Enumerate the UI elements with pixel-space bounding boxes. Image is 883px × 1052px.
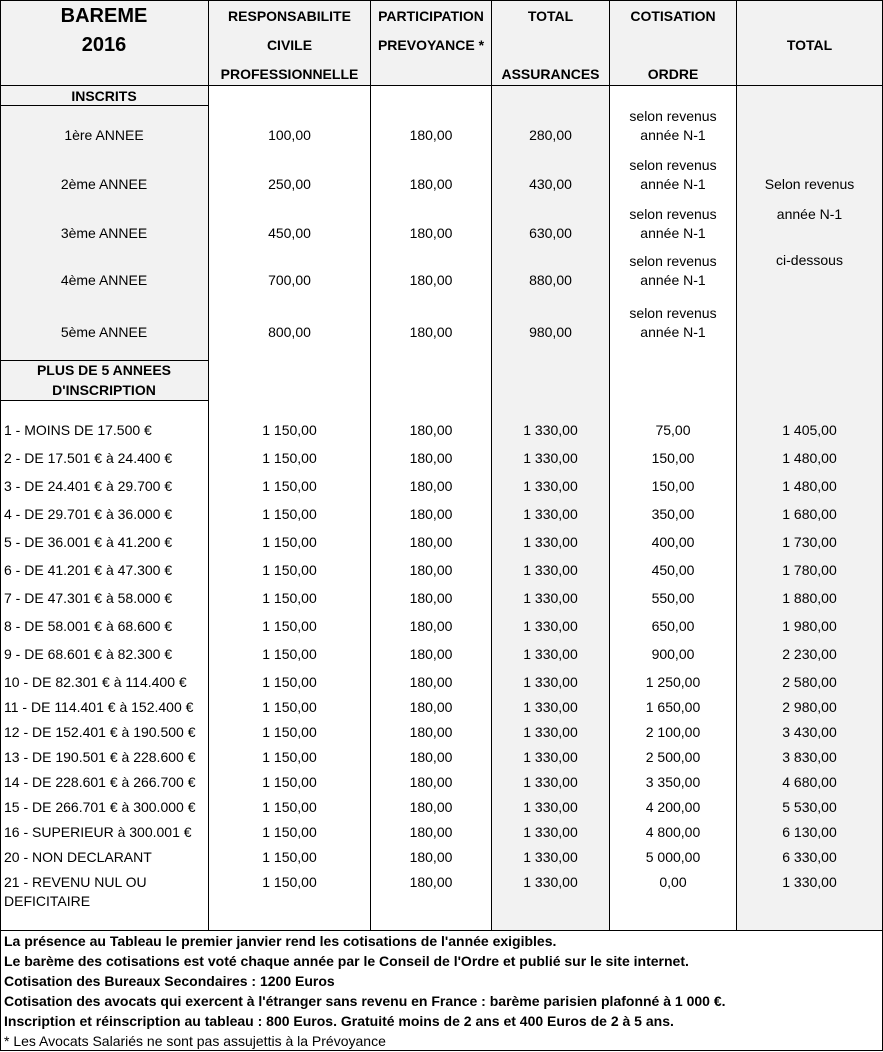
plus5-row-label: 8 - DE 58.001 € à 68.600 €	[4, 618, 173, 634]
plus5-row-rc: 1 150,00	[262, 699, 317, 715]
plus5-row-label: 10 - DE 82.301 € à 114.400 €	[4, 674, 187, 690]
plus5-row-ordre: 4 800,00	[645, 824, 701, 840]
plus5-row-total: 3 830,00	[782, 749, 837, 765]
plus5-row-rc: 1 150,00	[262, 724, 317, 740]
inscrits-total-1: Selon revenus	[764, 176, 855, 192]
inscrits-row-assur: 430,00	[529, 176, 572, 192]
plus5-row-label: 7 - DE 47.301 € à 58.000 €	[4, 590, 173, 606]
inscrits-row-prev: 180,00	[409, 272, 453, 288]
inscrits-row-label: 1ère ANNEE	[64, 127, 144, 143]
plus5-row-total: 2 580,00	[782, 674, 837, 690]
inscrits-total-2: année N-1	[776, 206, 843, 222]
plus5-row-rc: 1 150,00	[262, 534, 317, 550]
plus5-row-rc: 1 150,00	[262, 774, 317, 790]
note-4: Cotisation des avocats qui exercent à l'étranger sans revenu en France : barème parisien plafonné à 1 000 €.	[4, 993, 726, 1009]
plus5-row-total: 3 430,00	[782, 724, 837, 740]
plus5-row-ordre: 900,00	[651, 646, 695, 662]
footnote: * Les Avocats Salariés ne sont pas assujettis à la Prévoyance	[4, 1033, 386, 1049]
header-rc-2: CIVILE	[266, 37, 313, 53]
plus5-row-rc: 1 150,00	[262, 590, 317, 606]
note-2: Le barème des cotisations est voté chaque année par le Conseil de l'Ordre et publié sur le site internet.	[4, 953, 689, 969]
inscrits-total-3: ci-dessous	[776, 252, 843, 268]
plus5-row-label: 2 - DE 17.501 € à 24.400 €	[4, 450, 173, 466]
plus5-row-label: 15 - DE 266.701 € à 300.000 €	[4, 799, 196, 815]
plus5-row-ordre: 1 650,00	[645, 699, 701, 715]
plus5-row-assur: 1 330,00	[523, 799, 578, 815]
inscrits-row-ordre-2: année N-1	[640, 272, 706, 288]
plus5-row-assur: 1 330,00	[523, 506, 578, 522]
plus5-row-assur: 1 330,00	[523, 749, 578, 765]
note-1: La présence au Tableau le premier janvier rend les cotisations de l'année exigibles.	[4, 933, 557, 949]
plus5-row-prev: 180,00	[409, 590, 453, 606]
inscrits-row-assur: 630,00	[529, 225, 572, 241]
border-left	[0, 0, 1, 1051]
plus5-row-label: 3 - DE 24.401 € à 29.700 €	[4, 478, 173, 494]
plus5-row-assur: 1 330,00	[523, 774, 578, 790]
plus5-row-label: 6 - DE 41.201 € à 47.300 €	[4, 562, 173, 578]
plus5-row-assur: 1 330,00	[523, 674, 578, 690]
plus5-row-prev: 180,00	[409, 478, 453, 494]
plus5-row-rc: 1 150,00	[262, 478, 317, 494]
plus5-row-ordre: 650,00	[651, 618, 695, 634]
inscrits-row-ordre-2: année N-1	[640, 176, 706, 192]
plus5-row-rc: 1 150,00	[262, 824, 317, 840]
plus5-row-label: 11 - DE 114.401 € à 152.400 €	[4, 699, 194, 715]
inscrits-row-prev: 180,00	[409, 127, 453, 143]
plus5-row-ordre: 2 100,00	[645, 724, 701, 740]
plus5-row-ordre: 400,00	[651, 534, 695, 550]
inscrits-row-prev: 180,00	[409, 225, 453, 241]
inscrits-row-label: 2ème ANNEE	[60, 176, 148, 192]
plus5-row-label: 4 - DE 29.701 € à 36.000 €	[4, 506, 173, 522]
plus5-row-total: 1 480,00	[782, 450, 837, 466]
plus5-row-prev: 180,00	[409, 699, 453, 715]
plus5-row-rc: 1 150,00	[262, 874, 317, 890]
plus5-row-ordre: 3 350,00	[645, 774, 701, 790]
inscrits-row-ordre-1: selon revenus	[629, 108, 717, 124]
header-rc-3: PROFESSIONNELLE	[220, 66, 359, 82]
plus5-row-ordre: 150,00	[651, 450, 695, 466]
plus5-row-total: 2 980,00	[782, 699, 837, 715]
plus5-row-assur: 1 330,00	[523, 562, 578, 578]
plus5-row-prev: 180,00	[409, 874, 453, 890]
plus5-row-assur: 1 330,00	[523, 590, 578, 606]
header-rc-1: RESPONSABILITE	[228, 8, 351, 24]
plus5-row-ordre: 0,00	[659, 874, 687, 890]
section-plus5-2: D'INSCRIPTION	[52, 382, 156, 398]
plus5-row-prev: 180,00	[409, 646, 453, 662]
plus5-row-rc: 1 150,00	[262, 618, 317, 634]
inscrits-row-rc: 800,00	[268, 324, 311, 340]
inscrits-row-label: 4ème ANNEE	[60, 272, 148, 288]
inscrits-row-label: 5ème ANNEE	[60, 324, 148, 340]
plus5-row-ordre: 75,00	[655, 422, 691, 438]
inscrits-row-ordre-2: année N-1	[640, 324, 706, 340]
plus5-row-total: 1 980,00	[782, 618, 837, 634]
inscrits-row-rc: 450,00	[268, 225, 311, 241]
plus5-row-rc: 1 150,00	[262, 674, 317, 690]
plus5-row-assur: 1 330,00	[523, 618, 578, 634]
plus5-row-label: 16 - SUPERIEUR à 300.001 €	[4, 824, 192, 840]
plus5-row-ordre: 450,00	[651, 562, 695, 578]
plus5-row-prev: 180,00	[409, 799, 453, 815]
plus5-row-total: 2 230,00	[782, 646, 837, 662]
plus5-row-prev: 180,00	[409, 562, 453, 578]
plus5-row-total: 5 530,00	[782, 799, 837, 815]
plus5-row-prev: 180,00	[409, 824, 453, 840]
inscrits-row-assur: 880,00	[529, 272, 572, 288]
plus5-row-assur: 1 330,00	[523, 450, 578, 466]
plus5-row-total: 1 730,00	[782, 534, 837, 550]
plus5-row-rc: 1 150,00	[262, 450, 317, 466]
header-ordre-2: ORDRE	[647, 66, 699, 82]
plus5-row-rc: 1 150,00	[262, 799, 317, 815]
header-assur-1: TOTAL	[527, 8, 574, 24]
inscrits-row-ordre-1: selon revenus	[629, 157, 717, 173]
plus5-row-total: 1 880,00	[782, 590, 837, 606]
plus5-row-label: 9 - DE 68.601 € à 82.300 €	[4, 646, 173, 662]
inscrits-row-ordre-2: année N-1	[640, 225, 706, 241]
plus5-row-total: 1 780,00	[782, 562, 837, 578]
header-ordre-1: COTISATION	[630, 8, 716, 24]
inscrits-row-label: 3ème ANNEE	[60, 225, 148, 241]
plus5-row-ordre: 2 500,00	[645, 749, 701, 765]
section-plus5-1: PLUS DE 5 ANNEES	[36, 362, 172, 378]
title-year: 2016	[81, 34, 127, 56]
plus5-row-prev: 180,00	[409, 534, 453, 550]
plus5-row-assur: 1 330,00	[523, 478, 578, 494]
plus5-row-label: 14 - DE 228.601 € à 266.700 €	[4, 774, 196, 790]
plus5-row-total: 1 405,00	[782, 422, 837, 438]
plus5-row-total: 1 330,00	[782, 874, 837, 890]
plus5-row-rc: 1 150,00	[262, 506, 317, 522]
title-bareme: BAREME	[60, 5, 148, 27]
plus5-row-prev: 180,00	[409, 674, 453, 690]
inscrits-rule	[0, 105, 208, 106]
plus5-row-label: 1 - MOINS DE 17.500 €	[4, 422, 152, 438]
plus5-row-label: 21 - REVENU NUL OU	[4, 874, 147, 890]
plus5-row-ordre: 350,00	[651, 506, 695, 522]
inscrits-row-ordre-1: selon revenus	[629, 305, 717, 321]
plus5-row-prev: 180,00	[409, 450, 453, 466]
plus5-row-assur: 1 330,00	[523, 422, 578, 438]
header-assur-2: ASSURANCES	[501, 66, 600, 82]
plus5-row-prev: 180,00	[409, 422, 453, 438]
header-prev-1: PARTICIPATION	[378, 8, 484, 24]
plus5-row-rc: 1 150,00	[262, 562, 317, 578]
plus5-row-prev: 180,00	[409, 774, 453, 790]
inscrits-row-rc: 100,00	[268, 127, 311, 143]
plus5-row-ordre: 550,00	[651, 590, 695, 606]
plus5-row-prev: 180,00	[409, 749, 453, 765]
inscrits-row-assur: 980,00	[529, 324, 572, 340]
plus5-row-rc: 1 150,00	[262, 422, 317, 438]
inscrits-row-assur: 280,00	[529, 127, 572, 143]
plus5-row-label: 5 - DE 36.001 € à 41.200 €	[4, 534, 173, 550]
plus5-row-ordre: 150,00	[651, 478, 695, 494]
plus5-row-label: 12 - DE 152.401 € à 190.500 €	[4, 724, 196, 740]
plus5-row-prev: 180,00	[409, 724, 453, 740]
header-prev-2: PREVOYANCE *	[377, 37, 485, 53]
plus5-row-ordre: 4 200,00	[645, 799, 701, 815]
border-top	[0, 0, 883, 1]
note-3: Cotisation des Bureaux Secondaires : 1200 Euros	[4, 973, 335, 989]
plus5-row-total: 1 680,00	[782, 506, 837, 522]
section-inscrits: INSCRITS	[71, 88, 137, 104]
header-rule	[0, 85, 883, 86]
plus5-row-assur: 1 330,00	[523, 724, 578, 740]
plus5-row-assur: 1 330,00	[523, 646, 578, 662]
plus5-bottom-rule	[0, 400, 208, 401]
inscrits-row-ordre-1: selon revenus	[629, 253, 717, 269]
plus5-row-assur: 1 330,00	[523, 824, 578, 840]
plus5-row-prev: 180,00	[409, 618, 453, 634]
plus5-row-label: 13 - DE 190.501 € à 228.600 €	[4, 749, 196, 765]
note-5: Inscription et réinscription au tableau : 800 Euros. Gratuité moins de 2 ans et 400 Euros de 2 à 5 ans.	[4, 1013, 674, 1029]
inscrits-row-rc: 250,00	[268, 176, 311, 192]
plus5-top-rule	[0, 360, 208, 361]
plus5-row-prev: 180,00	[409, 849, 453, 865]
plus5-row-rc: 1 150,00	[262, 646, 317, 662]
plus5-row-total: 6 330,00	[782, 849, 837, 865]
inscrits-row-prev: 180,00	[409, 176, 453, 192]
plus5-row-label: 20 - NON DECLARANT	[4, 849, 152, 865]
plus5-row-rc: 1 150,00	[262, 849, 317, 865]
plus5-row-label-2: DEFICITAIRE	[4, 893, 91, 909]
plus5-row-assur: 1 330,00	[523, 849, 578, 865]
inscrits-row-ordre-2: année N-1	[640, 127, 706, 143]
inscrits-row-prev: 180,00	[409, 324, 453, 340]
plus5-row-total: 4 680,00	[782, 774, 837, 790]
plus5-row-total: 6 130,00	[782, 824, 837, 840]
plus5-row-ordre: 1 250,00	[645, 674, 701, 690]
header-total: TOTAL	[786, 37, 833, 53]
plus5-row-assur: 1 330,00	[523, 874, 578, 890]
plus5-row-assur: 1 330,00	[523, 699, 578, 715]
plus5-row-rc: 1 150,00	[262, 749, 317, 765]
plus5-row-assur: 1 330,00	[523, 534, 578, 550]
inscrits-row-ordre-1: selon revenus	[629, 206, 717, 222]
plus5-row-total: 1 480,00	[782, 478, 837, 494]
plus5-row-prev: 180,00	[409, 506, 453, 522]
inscrits-row-rc: 700,00	[268, 272, 311, 288]
plus5-row-ordre: 5 000,00	[645, 849, 701, 865]
